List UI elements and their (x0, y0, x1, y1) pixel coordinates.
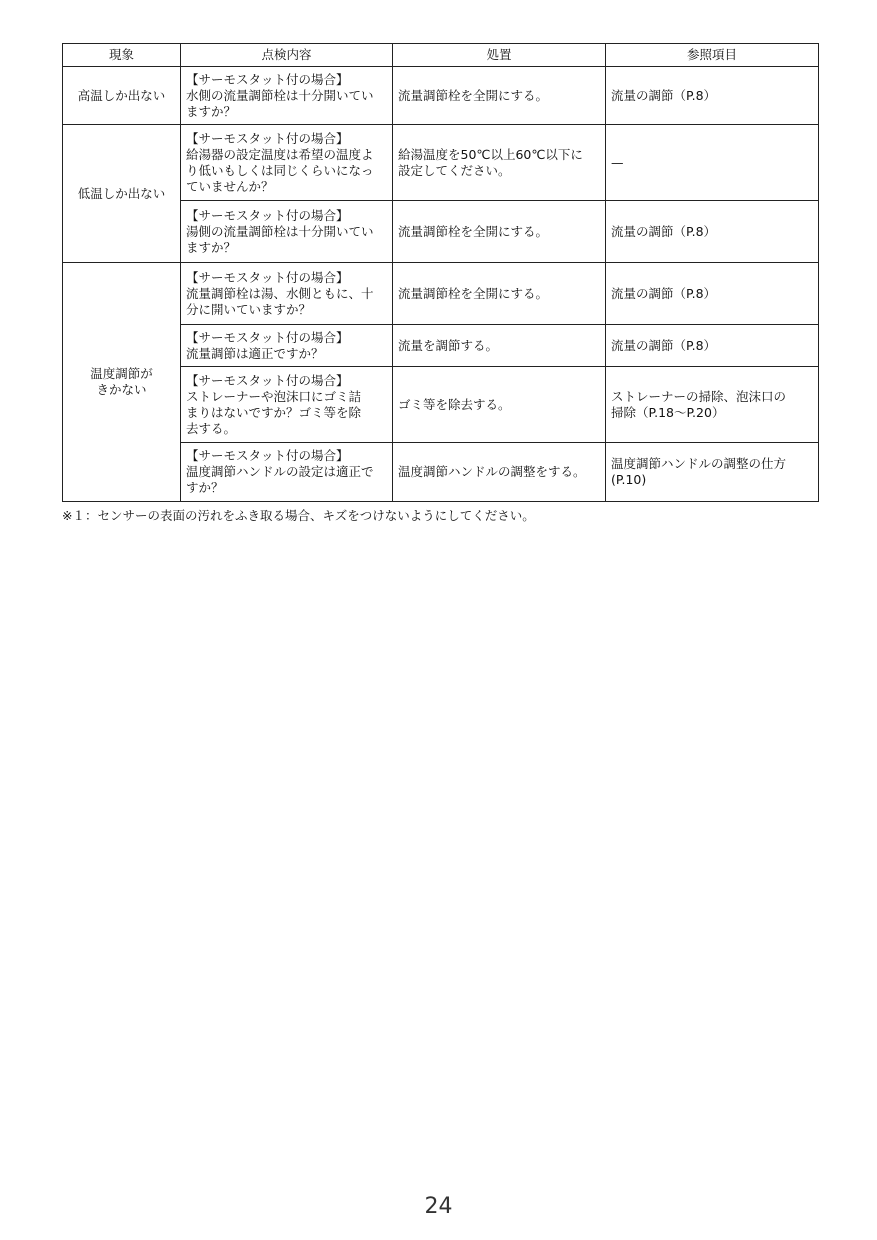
action-cell: ゴミ等を除去する。 (393, 367, 606, 443)
reference-line: (P.10) (611, 472, 647, 487)
footnote: ※１：センサーの表面の汚れをふき取る場合、キズをつけないようにしてください。 (62, 508, 535, 523)
header-action: 処置 (393, 44, 606, 67)
reference-cell: — (606, 125, 819, 201)
action-cell: 流量調節栓を全開にする。 (393, 263, 606, 325)
check-line: まりはないですか？ゴミ等を除 (186, 404, 362, 420)
header-reference: 参照項目 (606, 44, 819, 67)
check-line: 【サーモスタット付の場合】 (186, 130, 349, 146)
action-cell: 流量調節栓を全開にする。 (393, 67, 606, 125)
table-row (63, 125, 819, 201)
table-row (63, 263, 819, 325)
check-line: すか？ (186, 480, 224, 495)
check-line: 去する。 (186, 420, 237, 436)
check-cell (181, 125, 393, 201)
check-line: 湯側の流量調節栓は十分開いてい (186, 223, 374, 239)
check-line: 流量調節栓は湯、水側ともに、十 (186, 285, 374, 301)
page-number: 24 (424, 1194, 453, 1219)
header-row (63, 44, 819, 67)
reference-cell: 流量の調節（P.8） (606, 263, 819, 325)
check-line: ますか？ (186, 239, 237, 255)
check-line: 温度調節ハンドルの設定は適正で (186, 464, 374, 479)
check-line: 【サーモスタット付の場合】 (186, 71, 349, 87)
reference-cell: 流量の調節（P.8） (606, 67, 819, 125)
action-cell: 流量調節栓を全開にする。 (393, 201, 606, 263)
check-line: 流量調節は適正ですか？ (186, 345, 324, 361)
check-cell (181, 325, 393, 367)
symptom-text: 温度調節が (90, 366, 153, 381)
check-line: ていませんか？ (186, 178, 274, 194)
check-line: 給湯器の設定温度は希望の温度よ (186, 146, 374, 162)
check-line: 水側の流量調節栓は十分開いてい (186, 87, 374, 103)
symptom-cell (63, 67, 181, 125)
reference-line: 温度調節ハンドルの調整の仕方 (611, 456, 787, 471)
reference-line: ストレーナーの掃除、泡沫口の (611, 388, 787, 404)
header-check: 点検内容 (181, 44, 393, 67)
check-line: 分に開いていますか？ (186, 301, 312, 317)
header-symptom: 現象 (63, 44, 181, 67)
action-line: 設定してください。 (398, 162, 511, 178)
check-line: ストレーナーや泡沫口にゴミ詰 (186, 388, 362, 404)
reference-cell: 流量の調節（P.8） (606, 325, 819, 367)
action-cell: 温度調節ハンドルの調整をする。 (393, 443, 606, 502)
reference-cell (606, 367, 819, 443)
symptom-text: 高温しか出ない (77, 87, 166, 103)
check-cell (181, 67, 393, 125)
check-cell (181, 443, 393, 502)
check-cell (181, 263, 393, 325)
symptom-text: 低温しか出ない (77, 185, 166, 201)
check-line: 【サーモスタット付の場合】 (186, 329, 349, 345)
reference-line: 掃除（P.18〜P.20） (611, 404, 725, 420)
symptom-cell (63, 125, 181, 263)
check-line: 【サーモスタット付の場合】 (186, 207, 349, 223)
check-cell (181, 367, 393, 443)
symptom-cell (63, 263, 181, 502)
check-line: り低いもしくは同じくらいになっ (186, 162, 374, 178)
check-line: 【サーモスタット付の場合】 (186, 448, 349, 463)
reference-cell (606, 443, 819, 502)
table-row (63, 67, 819, 125)
check-line: ますか？ (186, 103, 237, 119)
action-line: 給湯温度を50℃以上60℃以下に (398, 146, 583, 162)
check-line: 【サーモスタット付の場合】 (186, 372, 349, 388)
check-cell (181, 201, 393, 263)
action-cell: 流量を調節する。 (393, 325, 606, 367)
check-line: 【サーモスタット付の場合】 (186, 269, 349, 285)
symptom-text: きかない (96, 382, 147, 397)
reference-cell: 流量の調節（P.8） (606, 201, 819, 263)
troubleshooting-table (62, 43, 819, 502)
action-cell (393, 125, 606, 201)
